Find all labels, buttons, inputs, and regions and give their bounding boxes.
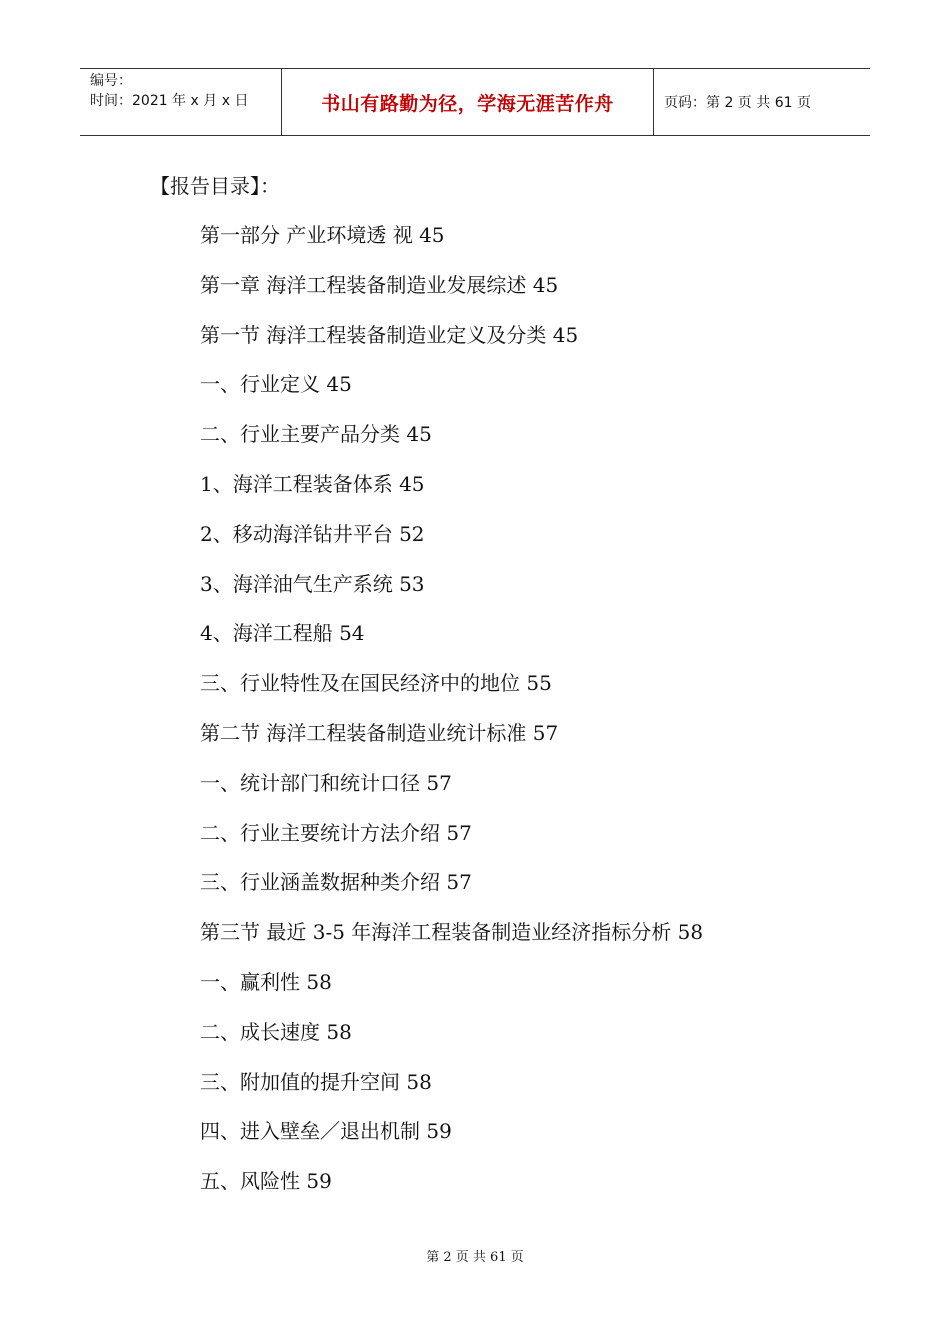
header-page-info-cell — [654, 69, 870, 135]
toc-item: 4、海洋工程船 54 — [200, 621, 365, 646]
toc-item: 五、风险性 59 — [200, 1169, 332, 1194]
toc-item: 三、行业涵盖数据种类介绍 57 — [200, 870, 472, 895]
document-number-label: 编号： — [90, 73, 132, 89]
toc-item: 一、赢利性 58 — [200, 969, 332, 994]
toc-item: 二、行业主要产品分类 45 — [200, 422, 432, 447]
toc-item: 3、海洋油气生产系统 53 — [200, 571, 425, 596]
header-motto-cell — [282, 69, 654, 135]
page-footer: 第 2 页 共 61 页 — [426, 1250, 524, 1265]
toc-list — [200, 222, 703, 1218]
toc-item: 2、移动海洋钻井平台 52 — [200, 521, 425, 546]
toc-item: 第三节 最近 3-5 年海洋工程装备制造业经济指标分析 58 — [200, 920, 704, 945]
toc-item: 三、附加值的提升空间 58 — [200, 1069, 432, 1094]
toc-item: 第一章 海洋工程装备制造业发展综述 45 — [200, 272, 559, 297]
document-date: 时间：2021 年 x 月 x 日 — [90, 93, 249, 109]
toc-item: 第一部分 产业环境透 视 45 — [200, 223, 445, 247]
header-page-info: 页码：第 2 页 共 61 页 — [664, 95, 811, 111]
toc-item: 四、进入壁垒／退出机制 59 — [200, 1119, 452, 1144]
page-header — [80, 68, 870, 136]
toc-item: 第一节 海洋工程装备制造业定义及分类 45 — [200, 322, 579, 347]
toc-item: 二、成长速度 58 — [200, 1019, 352, 1044]
toc-heading: 【报告目录】： — [150, 174, 280, 198]
toc-item: 一、行业定义 45 — [200, 372, 352, 397]
header-motto: 书山有路勤为径，学海无涯苦作舟 — [321, 92, 614, 115]
toc-item: 1、海洋工程装备体系 45 — [200, 471, 425, 496]
toc-item: 三、行业特性及在国民经济中的地位 55 — [200, 671, 552, 696]
toc-item: 一、统计部门和统计口径 57 — [200, 770, 452, 795]
toc-item: 第二节 海洋工程装备制造业统计标准 57 — [200, 720, 559, 745]
toc-item: 二、行业主要统计方法介绍 57 — [200, 820, 472, 845]
header-meta — [80, 69, 282, 135]
